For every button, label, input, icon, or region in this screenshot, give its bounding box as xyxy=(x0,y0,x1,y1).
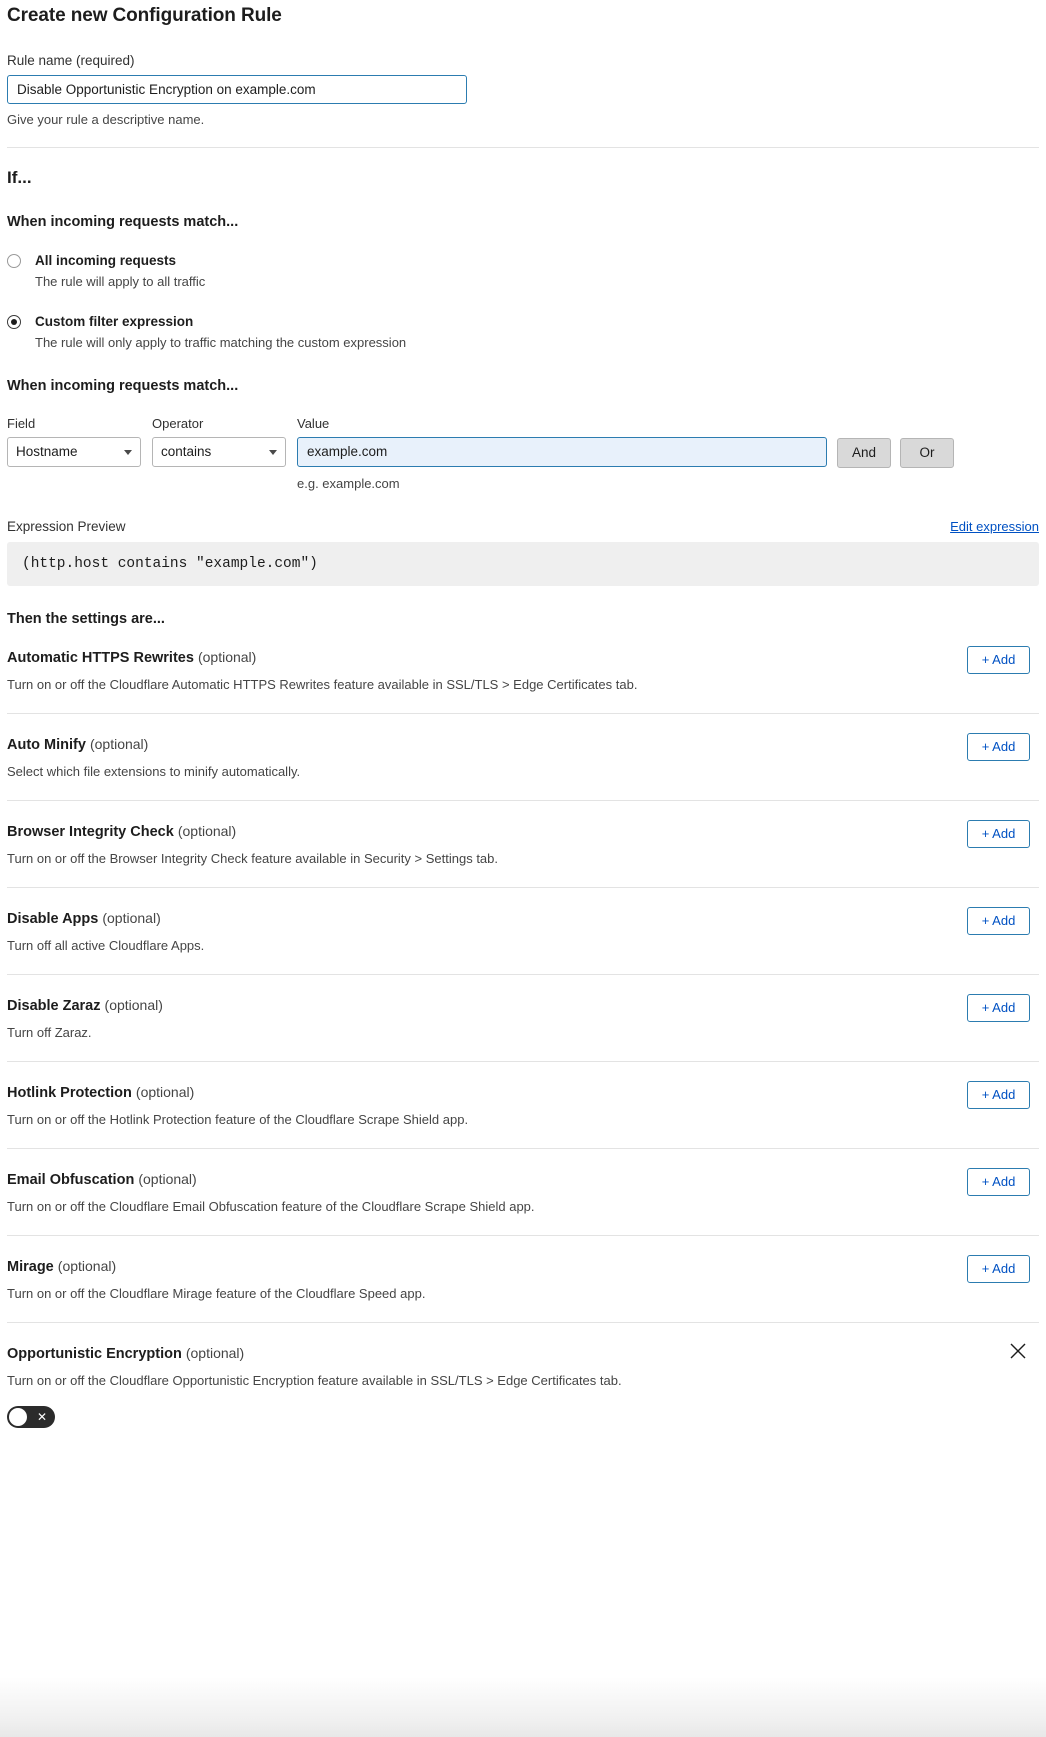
operator-column xyxy=(152,416,286,467)
setting-name: Disable Zaraz xyxy=(7,997,101,1014)
or-button[interactable]: Or xyxy=(900,438,954,468)
bottom-fade-overlay xyxy=(0,1677,1046,1737)
value-input[interactable] xyxy=(297,437,827,467)
and-column xyxy=(837,416,891,468)
setting-title xyxy=(7,910,1039,927)
setting-optional: (optional) xyxy=(104,996,163,1013)
rule-name-helper: Give your rule a descriptive name. xyxy=(7,112,205,127)
expression-preview-label: Expression Preview xyxy=(7,518,126,534)
setting-description: Turn on or off the Cloudflare Email Obfuscation feature of the Cloudflare Scrape Shield app. xyxy=(7,1198,535,1214)
setting-row-opportunistic-encryption xyxy=(7,1323,1039,1449)
setting-name: Hotlink Protection xyxy=(7,1084,132,1101)
setting-name: Auto Minify xyxy=(7,736,86,753)
setting-title xyxy=(7,997,1039,1014)
field-label: Field xyxy=(7,415,36,431)
setting-optional: (optional) xyxy=(177,822,237,839)
setting-row xyxy=(7,714,1039,801)
setting-title xyxy=(7,1084,1039,1101)
add-setting-button[interactable]: + Add xyxy=(967,646,1030,674)
setting-title xyxy=(7,649,1039,666)
setting-row xyxy=(7,801,1039,888)
add-setting-button[interactable]: + Add xyxy=(967,1255,1030,1283)
setting-description: Turn on or off the Browser Integrity Check feature available in Security > Settings tab. xyxy=(7,850,499,866)
setting-optional: (optional) xyxy=(57,1257,117,1274)
setting-title xyxy=(7,736,1039,753)
builder-heading: When incoming requests match... xyxy=(7,377,239,394)
operator-select-wrap xyxy=(152,437,286,467)
setting-description: Turn off Zaraz. xyxy=(7,1024,92,1040)
setting-optional: (optional) xyxy=(102,909,161,926)
then-section-heading: Then the settings are... xyxy=(7,610,165,627)
opportunistic-encryption-toggle[interactable] xyxy=(7,1406,55,1428)
add-setting-button[interactable]: + Add xyxy=(967,1168,1030,1196)
setting-optional: (optional) xyxy=(185,1344,245,1361)
radio-all-incoming-requests-label: All incoming requests xyxy=(35,253,177,268)
setting-row xyxy=(7,1062,1039,1149)
setting-title xyxy=(7,1345,1039,1362)
value-label: Value xyxy=(297,415,330,431)
field-column xyxy=(7,416,141,467)
setting-row xyxy=(7,627,1039,714)
field-select-wrap xyxy=(7,437,141,467)
setting-title xyxy=(7,1171,1039,1188)
setting-optional: (optional) xyxy=(138,1170,197,1187)
operator-select[interactable] xyxy=(152,437,286,467)
setting-name: Mirage xyxy=(7,1258,54,1275)
rule-name-input[interactable] xyxy=(7,75,467,104)
close-icon[interactable] xyxy=(1008,1341,1028,1361)
setting-name: Automatic HTTPS Rewrites xyxy=(7,649,194,666)
setting-description: Turn on or off the Cloudflare Opportunistic Encryption feature available in SSL/TLS > Edge Certificates tab. xyxy=(7,1372,622,1388)
add-setting-button[interactable]: + Add xyxy=(967,907,1030,935)
add-setting-button[interactable]: + Add xyxy=(967,820,1030,848)
setting-name: Browser Integrity Check xyxy=(7,823,174,840)
radio-custom-filter-expression[interactable] xyxy=(7,313,1039,352)
match-heading: When incoming requests match... xyxy=(7,214,239,230)
page-title: Create new Configuration Rule xyxy=(7,5,282,26)
add-setting-button[interactable]: + Add xyxy=(967,1081,1030,1109)
setting-row xyxy=(7,888,1039,975)
setting-optional: (optional) xyxy=(135,1083,195,1100)
if-section-heading: If... xyxy=(7,168,32,187)
value-helper: e.g. example.com xyxy=(297,475,400,491)
add-setting-button[interactable]: + Add xyxy=(967,994,1030,1022)
expression-builder xyxy=(7,416,1039,491)
radio-custom-filter-expression-label: Custom filter expression xyxy=(35,313,194,329)
setting-row xyxy=(7,975,1039,1062)
edit-expression-link[interactable]: Edit expression xyxy=(950,518,1039,534)
radio-custom-filter-expression-desc: The rule will only apply to traffic matching the custom expression xyxy=(35,334,407,350)
toggle-off-icon: ✕ xyxy=(36,1409,47,1424)
or-column xyxy=(900,416,954,468)
setting-description: Turn off all active Cloudflare Apps. xyxy=(7,937,205,953)
radio-custom-filter-expression-control[interactable] xyxy=(7,315,21,329)
setting-description: Select which file extensions to minify automatically. xyxy=(7,763,301,779)
expression-preview-header xyxy=(7,519,1039,534)
and-button[interactable]: And xyxy=(837,438,891,468)
divider xyxy=(7,147,1039,148)
value-column xyxy=(297,416,827,491)
setting-row xyxy=(7,1236,1039,1323)
setting-description: Turn on or off the Cloudflare Automatic HTTPS Rewrites feature available in SSL/TLS > Edge Certificates tab. xyxy=(7,676,638,692)
expression-preview-box: (http.host contains "example.com") xyxy=(7,542,1039,586)
setting-title xyxy=(7,823,1039,840)
radio-all-incoming-requests-control[interactable] xyxy=(7,254,21,268)
setting-name: Disable Apps xyxy=(7,910,99,927)
operator-label: Operator xyxy=(152,415,204,431)
setting-optional: (optional) xyxy=(89,735,149,752)
radio-all-incoming-requests-desc: The rule will apply to all traffic xyxy=(35,274,206,290)
setting-name: Opportunistic Encryption xyxy=(7,1345,182,1362)
radio-all-incoming-requests[interactable] xyxy=(7,252,1039,291)
setting-title xyxy=(7,1258,1039,1275)
add-setting-button[interactable]: + Add xyxy=(967,733,1030,761)
setting-name: Email Obfuscation xyxy=(7,1171,135,1188)
setting-row xyxy=(7,1149,1039,1236)
setting-description: Turn on or off the Cloudflare Mirage feature of the Cloudflare Speed app. xyxy=(7,1285,426,1301)
toggle-knob xyxy=(9,1408,27,1426)
setting-description: Turn on or off the Hotlink Protection feature of the Cloudflare Scrape Shield app. xyxy=(7,1111,469,1127)
setting-optional: (optional) xyxy=(197,648,257,665)
rule-name-label: Rule name (required) xyxy=(7,53,135,68)
field-select[interactable] xyxy=(7,437,141,467)
